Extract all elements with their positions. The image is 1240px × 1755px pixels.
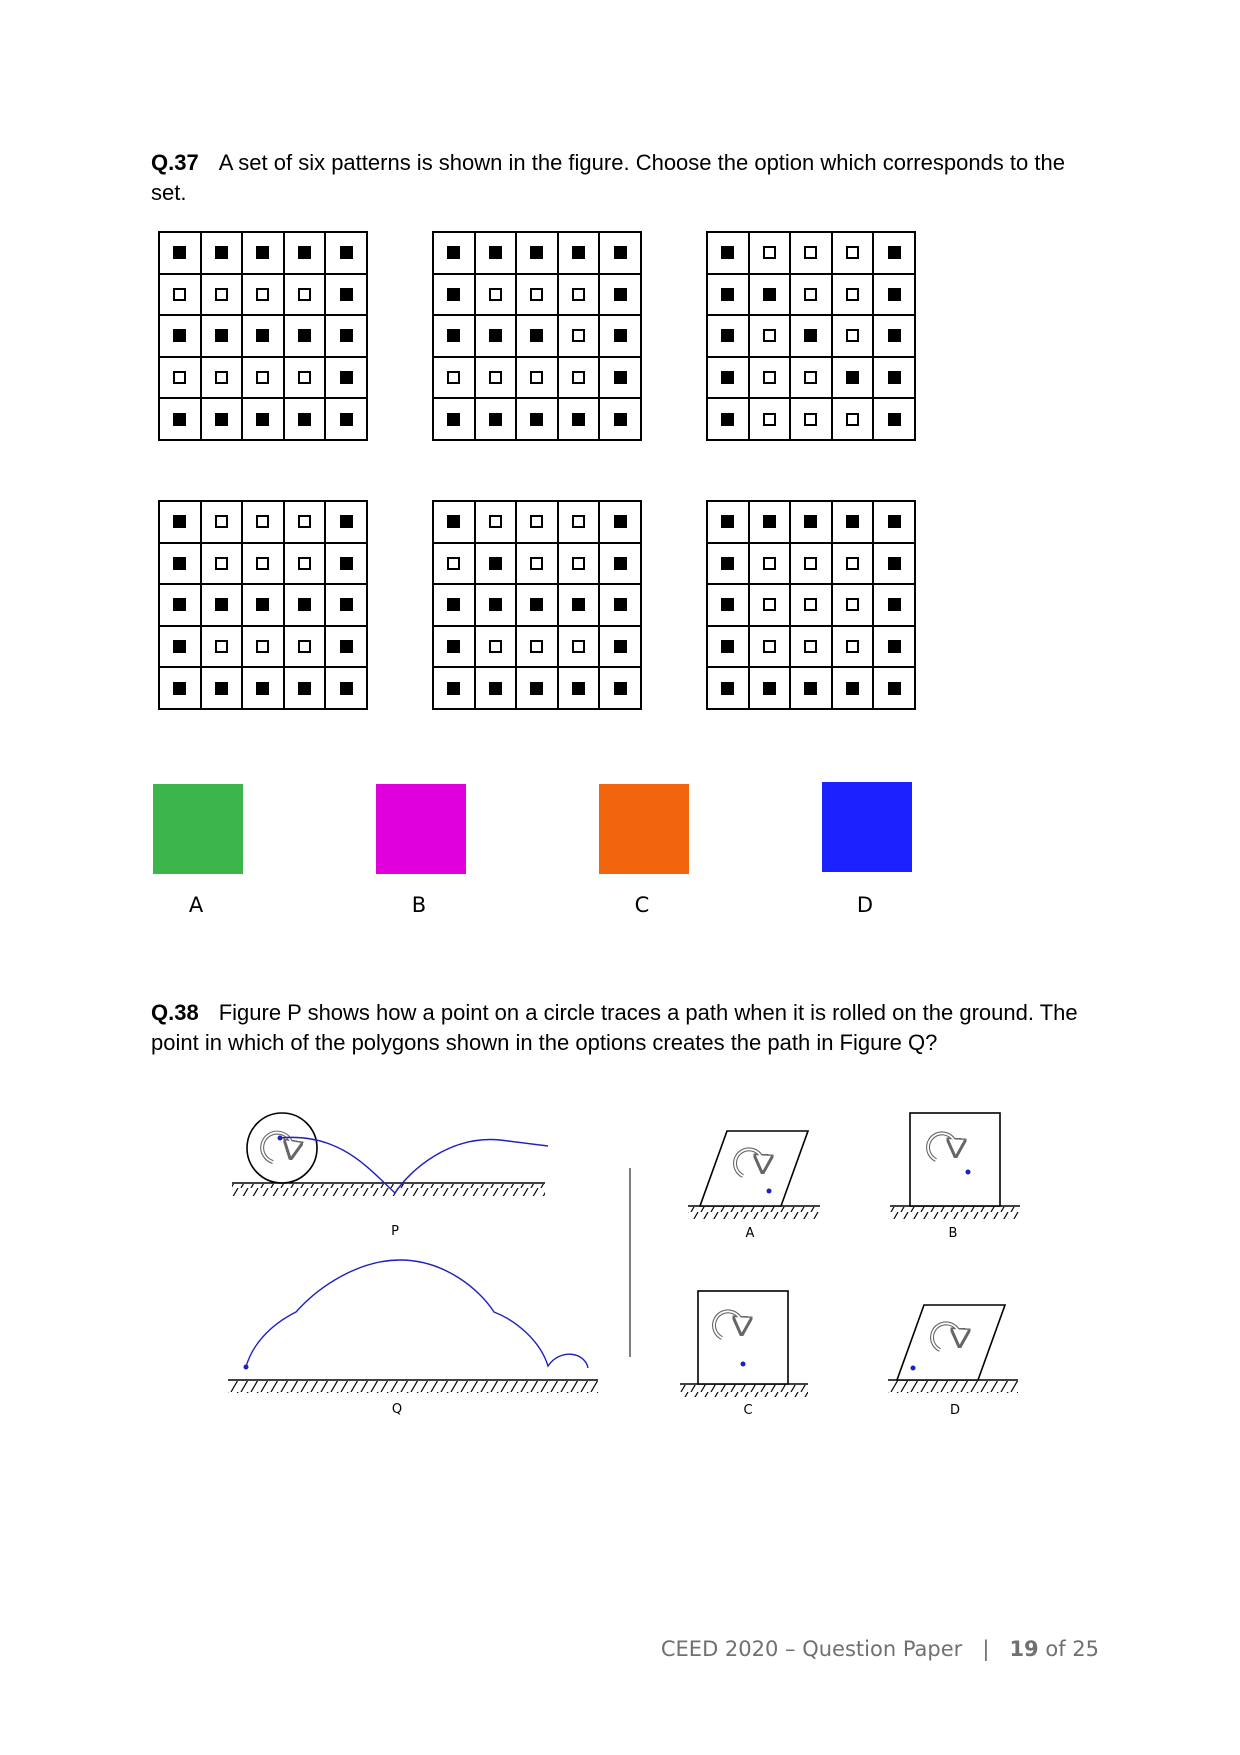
rolling-circle	[247, 1113, 317, 1183]
traced-path	[246, 1260, 588, 1368]
option-label: A	[188, 893, 204, 917]
option-b-square	[890, 1113, 1020, 1241]
option-label: B	[411, 893, 427, 917]
question-number: Q.37	[151, 150, 199, 175]
figure-label-q: Q	[391, 1402, 403, 1417]
page-total: of 25	[1045, 1637, 1099, 1661]
option-c-square	[680, 1291, 808, 1418]
question-number: Q.38	[151, 1000, 199, 1025]
question-text: A set of six patterns is shown in the figure. Choose the option which corresponds to the set.	[151, 150, 1065, 205]
option-label: A	[745, 1226, 755, 1241]
option-d-parallelogram	[888, 1305, 1018, 1418]
figure-p	[232, 1113, 548, 1239]
footer-title: CEED 2020 – Question Paper	[660, 1637, 963, 1661]
page-number: 19	[1009, 1637, 1039, 1661]
option-label: D	[856, 893, 874, 917]
footer-separator: |	[982, 1637, 990, 1661]
option-a-parallelogram	[688, 1131, 820, 1241]
figure-q	[228, 1260, 598, 1417]
figure-label-p: P	[391, 1224, 399, 1239]
option-label: C	[743, 1403, 753, 1418]
question-text: Figure P shows how a point on a circle traces a path when it is rolled on the ground. The point in which of the polygons shown in the options creates the path in Figure Q?	[151, 1000, 1078, 1055]
option-label: D	[949, 1403, 961, 1418]
option-label: B	[948, 1226, 958, 1241]
page-footer	[661, 1637, 1099, 1661]
option-label: C	[634, 893, 650, 917]
